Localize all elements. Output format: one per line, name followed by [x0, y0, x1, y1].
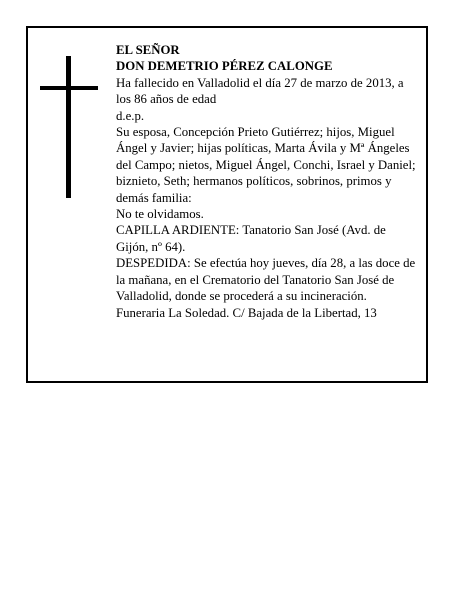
obituary-notice	[26, 26, 428, 383]
cross-vertical-bar	[66, 56, 71, 198]
farewell-text: No te olvidamos.	[116, 207, 204, 222]
funeral-home-info: Funeraria La Soledad. C/ Bajada de la Libertad, 13	[116, 305, 377, 320]
cross-icon	[40, 56, 98, 198]
cross-horizontal-bar	[40, 86, 98, 90]
send-off-info: DESPEDIDA: Se efectúa hoy jueves, día 28, a las doce de la mañana, en el Crematorio del Tanatorio San José de Valladolid, donde se procederá a su incineración.	[116, 256, 416, 304]
rip-text: d.e.p.	[116, 108, 145, 123]
chapel-info: CAPILLA ARDIENTE: Tanatorio San José (Avd. de Gijón, nº 64).	[116, 223, 386, 254]
heading-title: EL SEÑOR	[116, 43, 180, 57]
notice-text-block	[116, 42, 418, 321]
deceased-name: DON DEMETRIO PÉREZ CALONGE	[116, 59, 333, 74]
death-info: Ha fallecido en Valladolid el día 27 de marzo de 2013, a los 86 años de edad	[116, 75, 404, 107]
family-list: Su esposa, Concepción Prieto Gutiérrez; hijos, Miguel Ángel y Javier; hijas políticas, Marta Ávila y Mª Ángeles del Campo; nietos, Miguel Ángel, Conchi, Israel y Daniel; biznieto, Seth; hermanos políticos, sobrinos, primos y demás familia:	[116, 125, 416, 205]
